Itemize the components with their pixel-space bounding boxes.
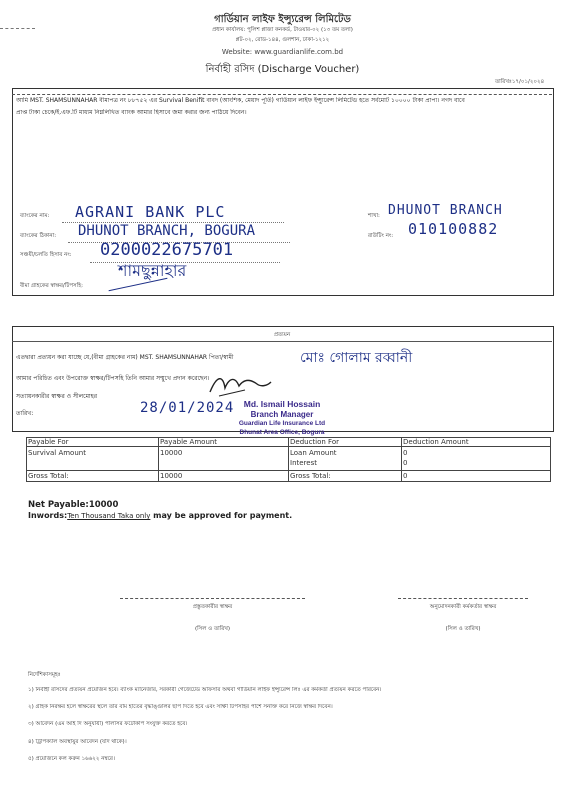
seal-company: Guardian Life Insurance Ltd	[238, 420, 326, 427]
declaration-line-1: আমি MST. SHAMSUNNAHAR বীমাপত্র নং ৮৮৭৫২ এর Survival Benifit বাবদ (আংশিক, মেয়াদ পূর্তি) গার্ডিয়ান লাইফ ইন্স্যুরেন্স লিমিটেড হতে সর্বমোট ১০০০০ টাকা প্রাপ্য। নগদ বাবে	[16, 97, 465, 104]
preparer-signature-sub: (সিল ও তারিখ)	[194, 626, 231, 632]
approval-text: may be approved for payment.	[150, 511, 293, 520]
seal-title: Branch Manager	[250, 410, 314, 419]
seal-office: Dhunat Area Office, Bogura	[239, 429, 325, 436]
bank-address-value: DHUNOT BRANCH, BOGURA	[78, 223, 256, 239]
table-cell: 0	[403, 449, 408, 457]
voucher-date: তারিখঃ১৭/০১/২০২৪	[495, 79, 545, 85]
account-label: সঞ্চয়ী/চলতি হিসাব নং:	[20, 252, 72, 258]
table-cell: 0	[403, 459, 408, 467]
instruction-item: ১) নির্বাহী রসিদের প্রত্যয়ন প্রয়োজন হবে। ব্যাংক ম্যানেজার, সরকারী গেজেটেড অফিসার অথবা গার্ডিয়ান লাইফ ইন্স্যুরেন্স লিঃ এর কর্মকর্তা প্রত্যয়ন করতে পারবেন।	[28, 687, 382, 693]
bank-name-value: AGRANI BANK PLC	[75, 203, 226, 221]
signature-label: বীমা গ্রাহকের স্বাক্ষর/টিপসহি:	[20, 283, 83, 289]
witness-line-2: আমার পরিচিত এবং উপরোক্ত স্বাক্ষর/টিপসহি তিনি আমার সম্মুখে প্রদান করেছেন।	[16, 375, 210, 382]
witness-date-label: তারিখ:	[16, 410, 34, 417]
seal-name: Md. Ismail Hossain	[243, 399, 321, 409]
preparer-signature-line	[120, 598, 305, 599]
preparer-signature-title: প্রস্তুতকারীর স্বাক্ষর	[192, 604, 233, 610]
approver-signature-line	[398, 598, 528, 599]
table-header-deduction-for: Deduction For	[290, 438, 339, 446]
head-office: প্রধান কার্যালয়: পুলিশ প্লাজা কনকর্ড, টাওয়ার-০২ (১৩ তম তলা)	[212, 27, 353, 33]
table-cell: Loan Amount	[290, 449, 337, 457]
instruction-item: ৪) ট্রিপিক্যাল অবস্থায়ুর আবেদন (যদি থাকে)।	[28, 739, 127, 745]
table-cell: Gross Total:	[290, 472, 331, 480]
routing-label: রাউটিং নং:	[368, 233, 394, 239]
approver-signature-title: অনুমোদনকারী কর্মকর্তার স্বাক্ষর	[429, 604, 497, 610]
voucher-title: নির্বাহী রসিদ (Discharge Voucher)	[205, 64, 360, 75]
table-col-3	[401, 437, 402, 482]
instruction-item: ৫) প্রয়োজনে কল করুন ১৬৬২২ নম্বরে।	[28, 756, 115, 762]
declaration-line-2: প্রাপ্ত টাকা চেকে/ই.এফ.টি মাধ্যম নিম্নলিখিত ব্যাংক আমার হিসাবে জমা করার জন্য পাঠিয়ে দিবেন।	[16, 109, 247, 116]
inwords-label: Inwords:	[28, 511, 68, 520]
table-col-0	[26, 437, 27, 482]
instructions-title: নির্দেশিকাসমূহঃ	[28, 672, 61, 678]
table-cell: 10000	[160, 472, 183, 480]
inwords-line	[28, 511, 292, 520]
website: Website: www.guardianlife.com.bd	[221, 48, 344, 56]
routing-value: 010100882	[408, 220, 499, 238]
witness-title-divider	[12, 341, 552, 342]
bank-details-box	[12, 88, 554, 296]
witness-signature-icon	[205, 370, 275, 400]
office-address: প্লট-০২, রোড-১৪৪, গুলশান, ঢাকা-১২১২	[235, 37, 330, 43]
table-header-deduction-amount: Deduction Amount	[403, 438, 469, 446]
table-header-payable-for: Payable For	[28, 438, 69, 446]
approver-signature-sub: (সিল ও তারিখ)	[445, 626, 481, 632]
table-header-payable-amount: Payable Amount	[160, 438, 218, 446]
branch-label: শাখা:	[368, 213, 380, 219]
inwords-value: Ten Thousand Taka only	[67, 512, 151, 520]
witness-line-3: সত্যায়নকারীর স্বাক্ষর ও সীলমোহর	[16, 393, 98, 400]
table-cell: Survival Amount	[28, 449, 86, 457]
table-cell: 0	[403, 472, 408, 480]
witness-date-value: 28/01/2024	[140, 400, 235, 416]
account-value: 0200022675701	[100, 240, 234, 260]
table-cell: 10000	[160, 449, 183, 457]
instruction-item: ৩) আবেদন (এম আই দি অনুযায়ী) পলিসির ফটোকপি সংযুক্ত করতে হবে।	[28, 721, 188, 727]
table-col-4	[550, 437, 551, 482]
net-payable: Net Payable:10000	[28, 500, 119, 510]
customer-signature: শামছুন্নাহার	[118, 261, 187, 280]
company-name: গার্ডিয়ান লাইফ ইন্স্যুরেন্স লিমিটেড	[214, 14, 351, 25]
witness-title: প্রত্যয়ন	[273, 332, 291, 338]
instruction-item: ২) গ্রাহক নিরক্ষর হলে স্বাক্ষরের স্থলে তার বাম হাতের বৃদ্ধাঙ্গুলির ছাপ দিতে হবে এবং সাক্ষী টিপসহির পাশে সনাক্ত করে নিজে স্বাক্ষর দিবেন।	[28, 704, 333, 710]
box-top-dash	[12, 94, 552, 95]
bank-name-label: ব্যাংকের নাম:	[20, 213, 50, 219]
bank-address-label: ব্যাংকের ঠিকানা:	[20, 233, 57, 239]
table-col-1	[158, 437, 159, 482]
table-cell: Gross Total:	[28, 472, 69, 480]
table-cell: Interest	[290, 459, 317, 467]
branch-value: DHUNOT BRANCH	[388, 203, 503, 218]
witness-line-1: এতদ্বারা প্রত্যয়ন করা যাচ্ছে যে,(বীমা গ্রাহকের নাম) MST. SHAMSUNNAHAR পিতা/স্বামী	[16, 354, 234, 361]
father-name: মোঃ গোলাম রব্বানী	[300, 350, 413, 366]
table-col-2	[288, 437, 289, 482]
